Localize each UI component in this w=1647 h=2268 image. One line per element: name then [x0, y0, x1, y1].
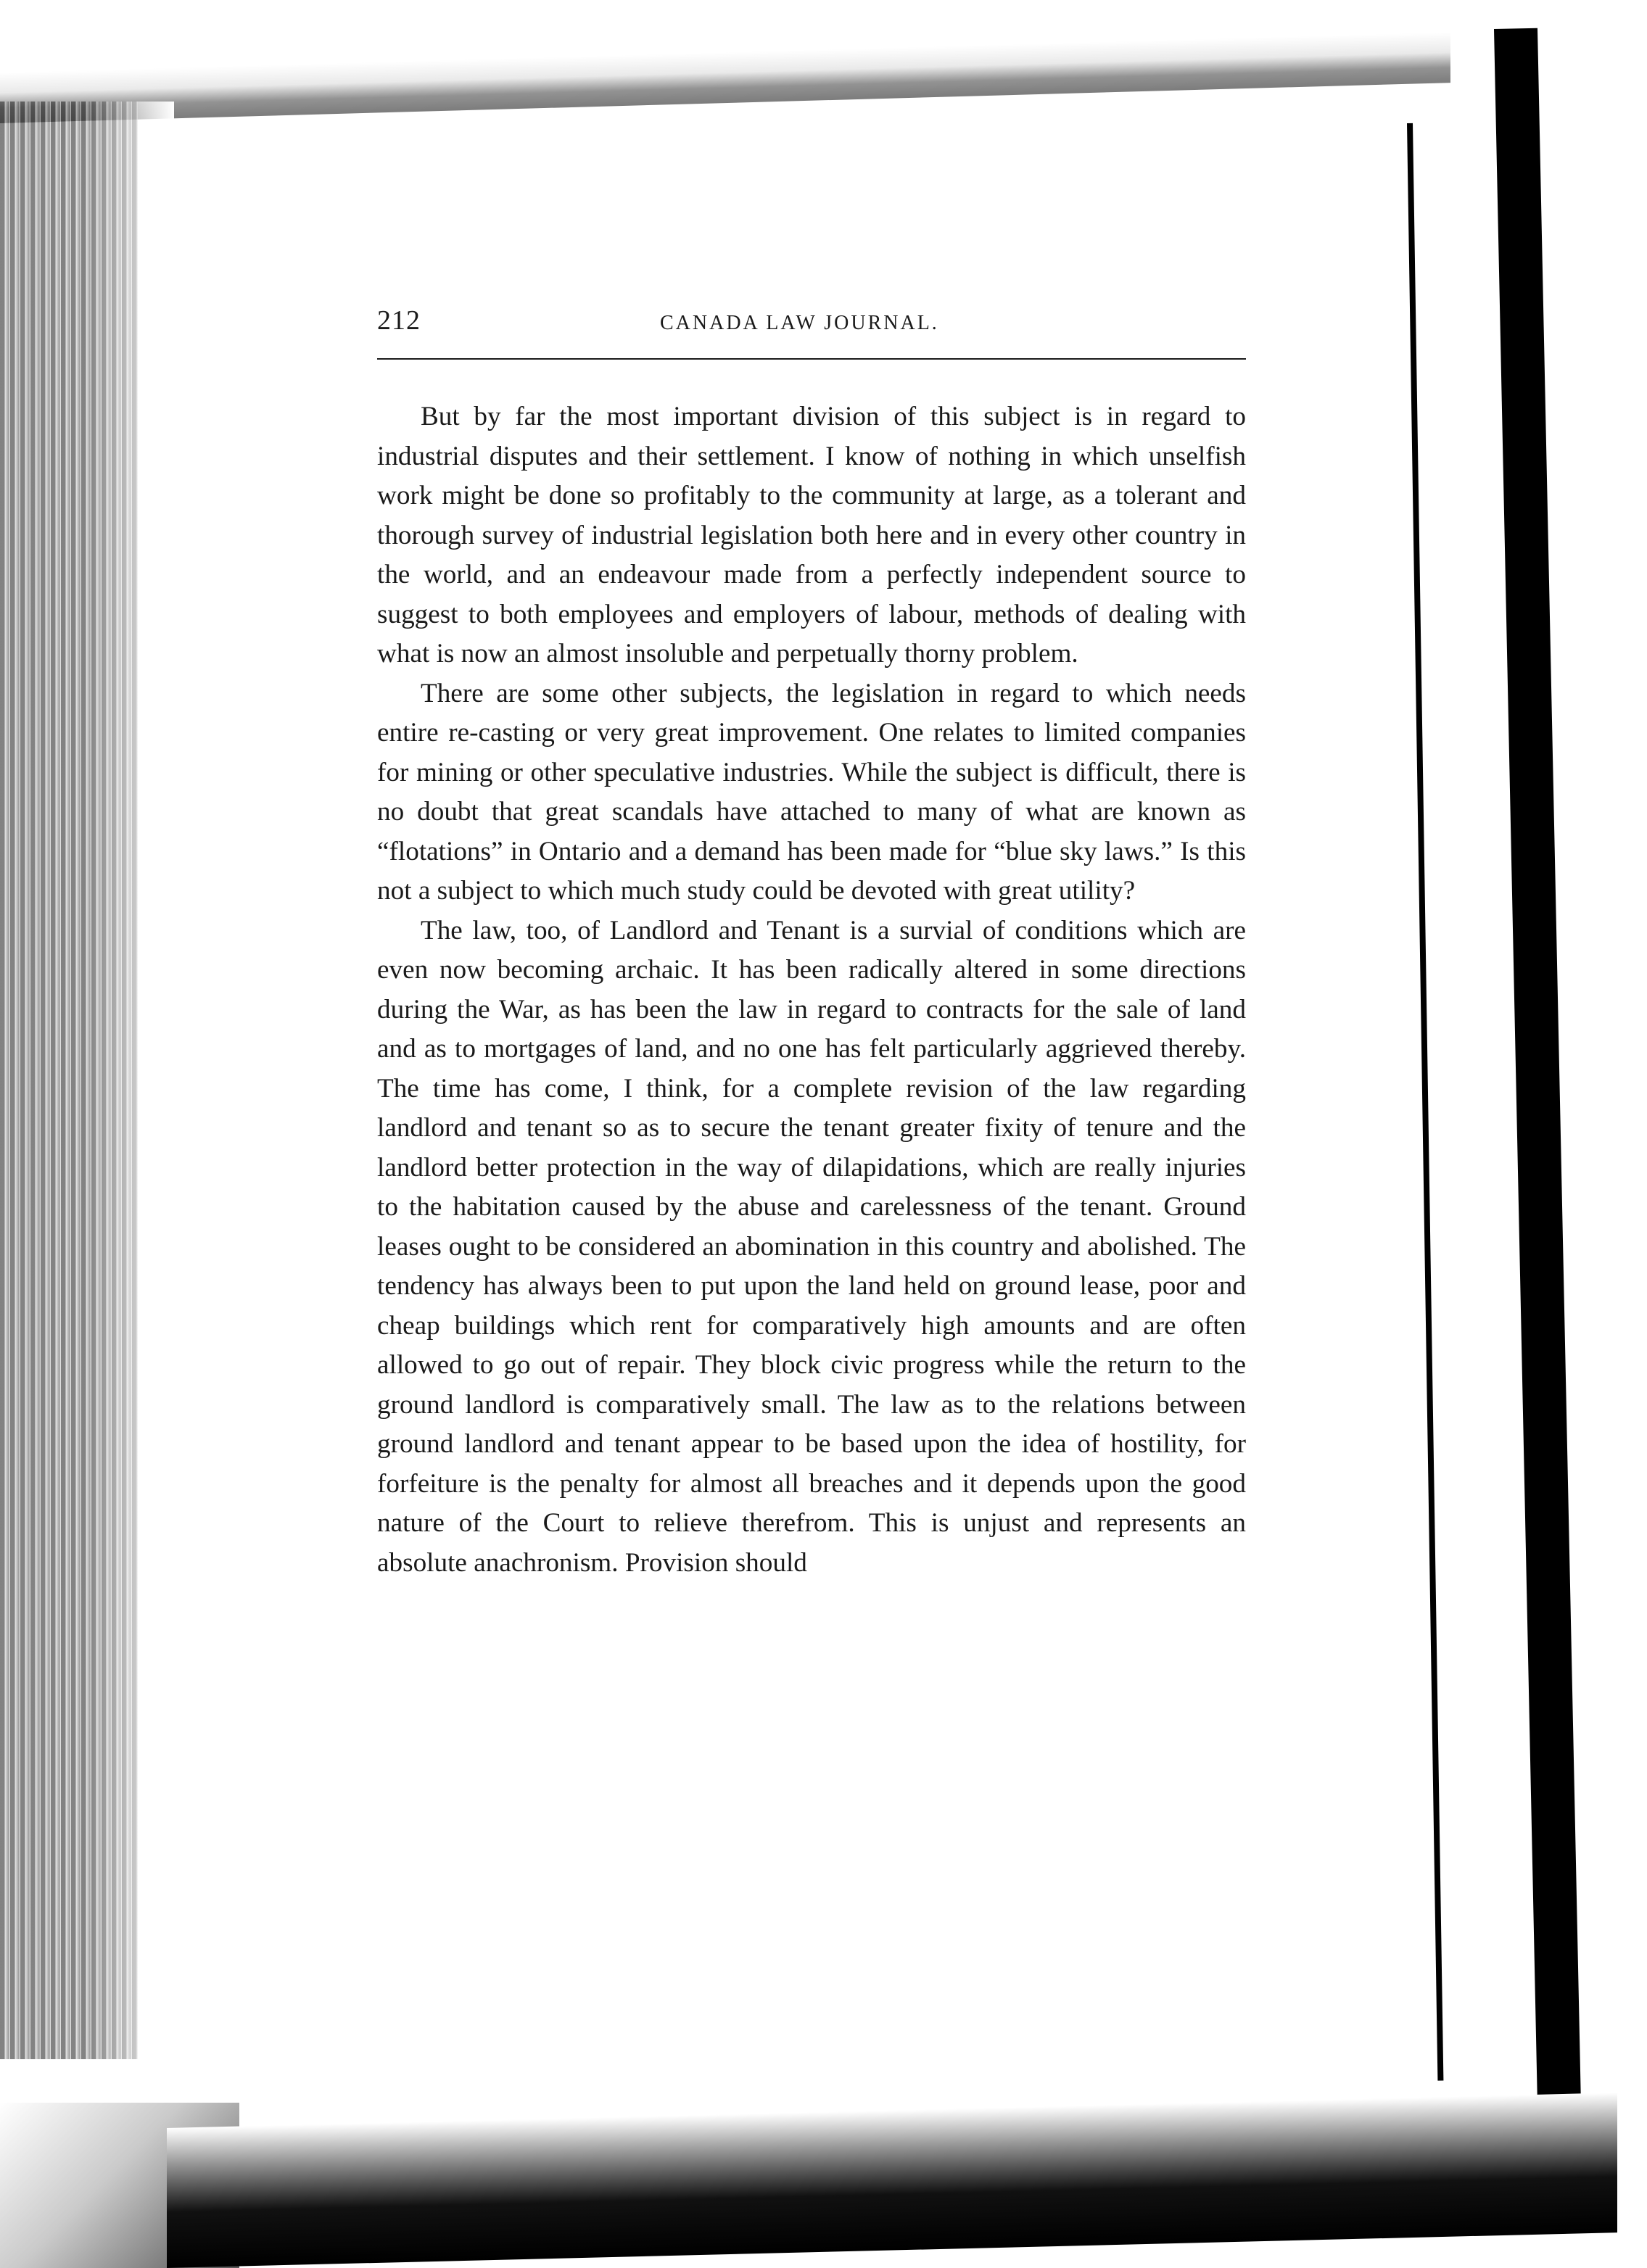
journal-page [355, 305, 1247, 1578]
header-rule [377, 358, 1246, 360]
scan-right-page-edge [1407, 123, 1443, 2081]
scan-bottom-black-border [167, 2093, 1617, 2268]
scan-left-fade [87, 102, 174, 2059]
page-number: 212 [377, 305, 421, 336]
page-header [355, 305, 1247, 345]
paragraph-landlord-tenant: The law, too, of Landlord and Tenant is a survial of conditions which are even now becoming archaic. It has been radically altered in some directions during the War, as has been the law in regard to contracts for the sale of land and as to mortgages of land, and no one has felt particularly aggrieved thereby. The time has come, I think, for a complete revision of the law regarding landlord and tenant so as to secure the tenant greater fixity of tenure and the landlord better protection in the way of dilapidations, which are really injuries to the habitation caused by the abuse and carelessness of the tenant. Ground leases ought to be considered an abomination in this country and abolished. The tendency has always been to put upon the land held on ground lease, poor and cheap buildings which rent for comparatively high amounts and are often allowed to go out of repair. They block civic progress while the return to the ground landlord is comparatively small. The law as to the relations between ground landlord and tenant appear to be based upon the idea of hostility, for forfeiture is the penalty for almost all breaches and it depends upon the good nature of the Court to relieve therefrom. This is unjust and represents an absolute anachronism. Provision should [377, 915, 1246, 1578]
body-text [377, 397, 1246, 1583]
paragraph-industrial-disputes: But by far the most important division of this subject is in regard to industrial disputes and their settlement. I know of nothing in which unselfish work might be done so profitably to the community at large, as a tolerant and thorough survey of industrial legislation both here and in every other country in the world, and an endeavour made from a perfectly independent source to suggest to both employees and employers of labour, methods of dealing with what is now an almost insoluble and perpetually thorny problem. [377, 402, 1246, 669]
paragraph-limited-companies: There are some other subjects, the legislation in regard to which needs entire re-casting or very great improvement. One relates to limited companies for mining or other speculative industries. While the subject is difficult, there is no doubt that great scandals have attached to many of what are known as “flotations” in Ontario and a demand has been made for “blue sky laws.” Is this not a subject to which much study could be devoted with great utility? [377, 678, 1246, 906]
running-head: CANADA LAW JOURNAL. [660, 312, 939, 334]
